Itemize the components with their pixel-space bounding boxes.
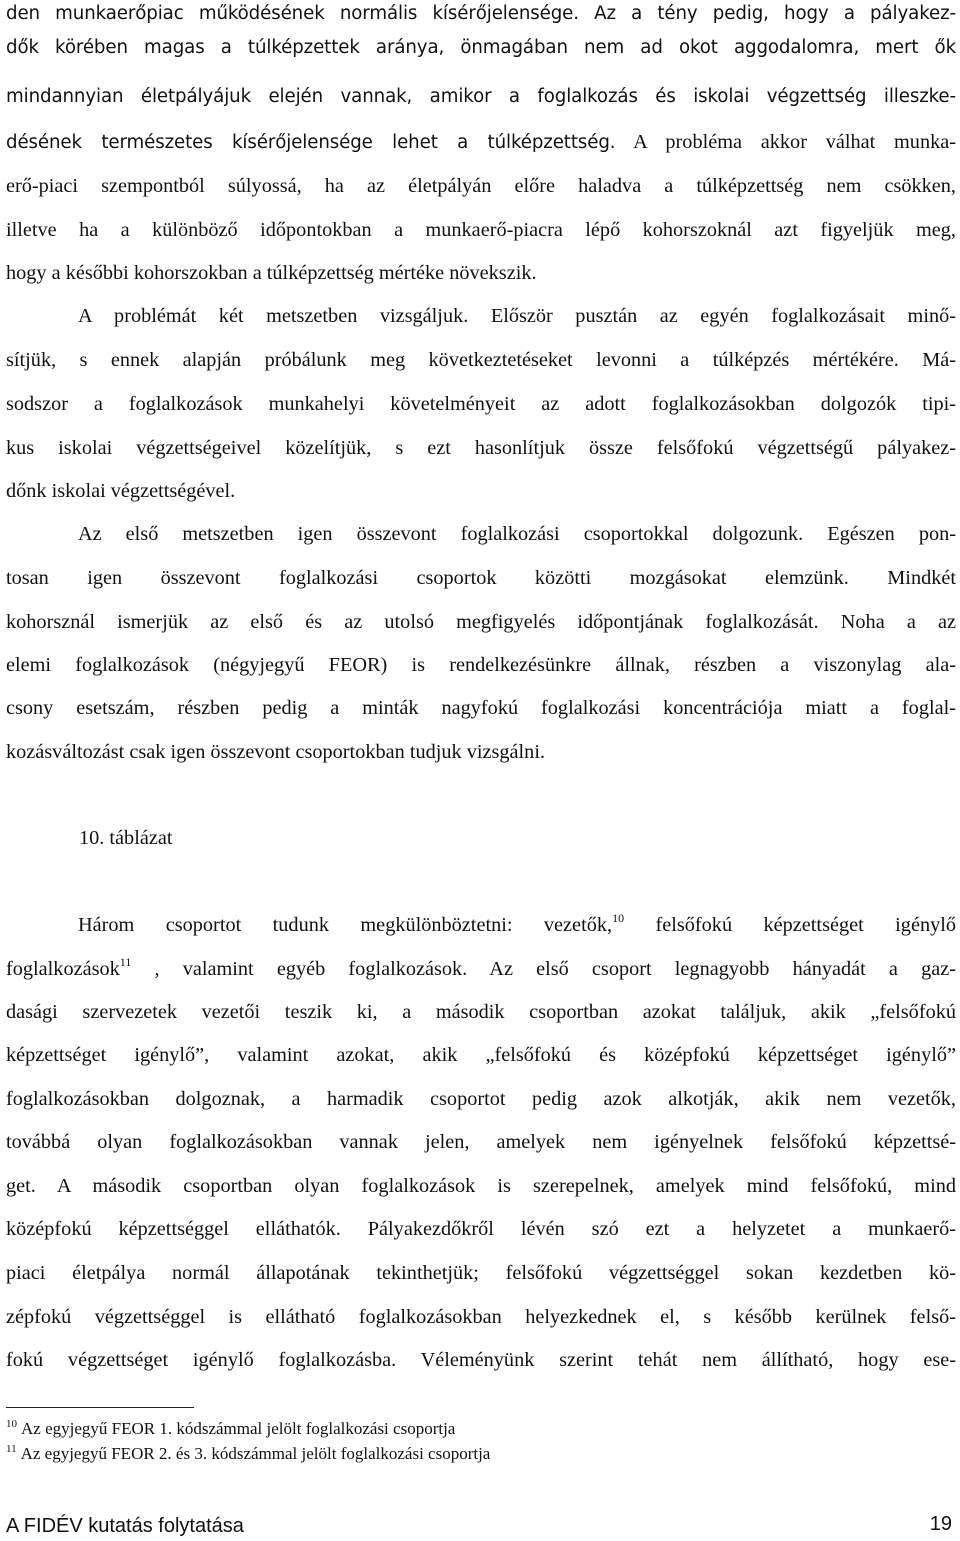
footnote-ref[interactable]: 10 — [612, 911, 625, 925]
text-line: képzettséget igénylő”, valamint azokat, akik „felsőfokú és középfokú képzettséget igénylő” — [6, 1044, 956, 1066]
text-line-with-footnote-ref — [6, 955, 956, 983]
text-line: elemi foglalkozások (négyjegyű FEOR) is rendelkezésünkre állnak, részben a viszonylag ala- — [6, 654, 956, 676]
text-line: továbbá olyan foglalkozásokban vannak jelen, amelyek nem igényelnek felsőfokú képzettsé- — [6, 1131, 956, 1153]
text-line: erő-piaci szempontból súlyossá, ha az életpályán előre haladva a túlképzettség nem csökken, — [6, 175, 956, 197]
text-line: get. A második csoportban olyan foglalkozások is szerepelnek, amelyek mind felsőfokú, mind — [6, 1175, 956, 1197]
page-number: 19 — [929, 1513, 952, 1535]
text-line: sodszor a foglalkozások munkahelyi követelményeit az adott foglalkozásokban dolgozók tipi- — [6, 393, 956, 415]
footer-title: A FIDÉV kutatás folytatása — [6, 1515, 244, 1537]
text-line: illetve ha a különböző időpontokban a munkaerő-piacra lépő kohorszoknál azt figyeljük meg, — [6, 219, 956, 241]
text-line: dasági szervezetek vezetői teszik ki, a második csoportban azokat találjuk, akik „felsőfokú — [6, 1001, 956, 1023]
text-line: mindannyian életpályájuk elején vannak, amikor a foglalkozás és iskolai végzettség illeszke- — [6, 86, 956, 107]
footnote-ref[interactable]: 11 — [119, 955, 132, 969]
text-line: sítjük, s ennek alapján próbálunk meg következtetéseket levonni a túlképzés mértékére. Má- — [6, 349, 956, 371]
text-span-sans: désének természetes kísérőjelensége lehet a túlképzettség. — [6, 132, 616, 153]
text-line: dők körében magas a túlképzettek aránya, önmagában nem ad okot aggodalomra, mert ők — [6, 37, 956, 58]
text-span: Három csoportot tudunk megkülönböztetni: vezetők, — [78, 914, 613, 936]
text-line: hogy a későbbi kohorszokban a túlképzettség mértéke növekszik. — [6, 262, 537, 284]
footnote — [6, 1444, 490, 1464]
footnote-divider — [6, 1407, 194, 1408]
text-line: den munkaerőpiac működésének normális kísérőjelensége. Az a tény pedig, hogy a pályakez- — [6, 3, 956, 24]
table-caption: 10. táblázat — [79, 827, 173, 849]
text-span: , valamint egyéb foglalkozások. Az első csoport legnagyobb hányadát a gaz- — [131, 958, 956, 980]
text-line: kohorsznál ismerjük az első és az utolsó megfigyelés időpontjának foglalkozását. Noha a az — [6, 611, 956, 633]
text-line: kozásváltozást csak igen összevont csoportokban tudjuk vizsgálni. — [6, 741, 546, 763]
footnote-text: Az egyjegyű FEOR 2. és 3. kódszámmal jelölt foglalkozási csoportja — [20, 1444, 491, 1463]
text-line-with-footnote-ref — [78, 911, 956, 939]
text-line: piaci életpálya normál állapotának tekinthetjük; felsőfokú végzettséggel sokan kezdetben kö- — [6, 1262, 956, 1284]
text-line-mixed — [6, 128, 956, 156]
text-line: dőnk iskolai végzettségével. — [6, 480, 236, 502]
text-line: csony esetszám, részben pedig a minták nagyfokú foglalkozási koncentrációja miatt a foglal- — [6, 697, 956, 719]
text-line: kus iskolai végzettségeivel közelítjük, s ezt hasonlítjuk össze felsőfokú végzettségű pályakez- — [6, 437, 956, 459]
text-span: foglalkozások — [6, 958, 120, 980]
text-line: fokú végzettséget igénylő foglalkozásba. Véleményünk szerint tehát nem állítható, hogy ese- — [6, 1349, 956, 1371]
text-line: zépfokú végzettséggel is ellátható foglalkozásokban helyezkednek el, s később kerülnek felső- — [6, 1306, 956, 1328]
footnote — [6, 1419, 455, 1439]
text-line: Az első metszetben igen összevont foglalkozási csoportokkal dolgozunk. Egészen pon- — [78, 523, 956, 545]
text-span: felsőfokú képzettséget igénylő — [624, 914, 956, 936]
footnote-number: 11 — [6, 1443, 17, 1455]
text-line: középfokú képzettséggel elláthatók. Pályakezdőkről lévén szó ezt a helyzetet a munkaerő- — [6, 1218, 956, 1240]
text-span-serif: A probléma akkor válhat munka- — [615, 131, 956, 153]
text-line: foglalkozásokban dolgoznak, a harmadik csoportot pedig azok alkotják, akik nem vezetők, — [6, 1088, 956, 1110]
text-line: tosan igen összevont foglalkozási csoportok közötti mozgásokat elemzünk. Mindkét — [6, 567, 956, 589]
text-line: A problémát két metszetben vizsgáljuk. Először pusztán az egyén foglalkozásait minő- — [78, 305, 956, 327]
footnote-number: 10 — [6, 1418, 17, 1430]
footnote-text: Az egyjegyű FEOR 1. kódszámmal jelölt foglalkozási csoportja — [21, 1419, 456, 1438]
